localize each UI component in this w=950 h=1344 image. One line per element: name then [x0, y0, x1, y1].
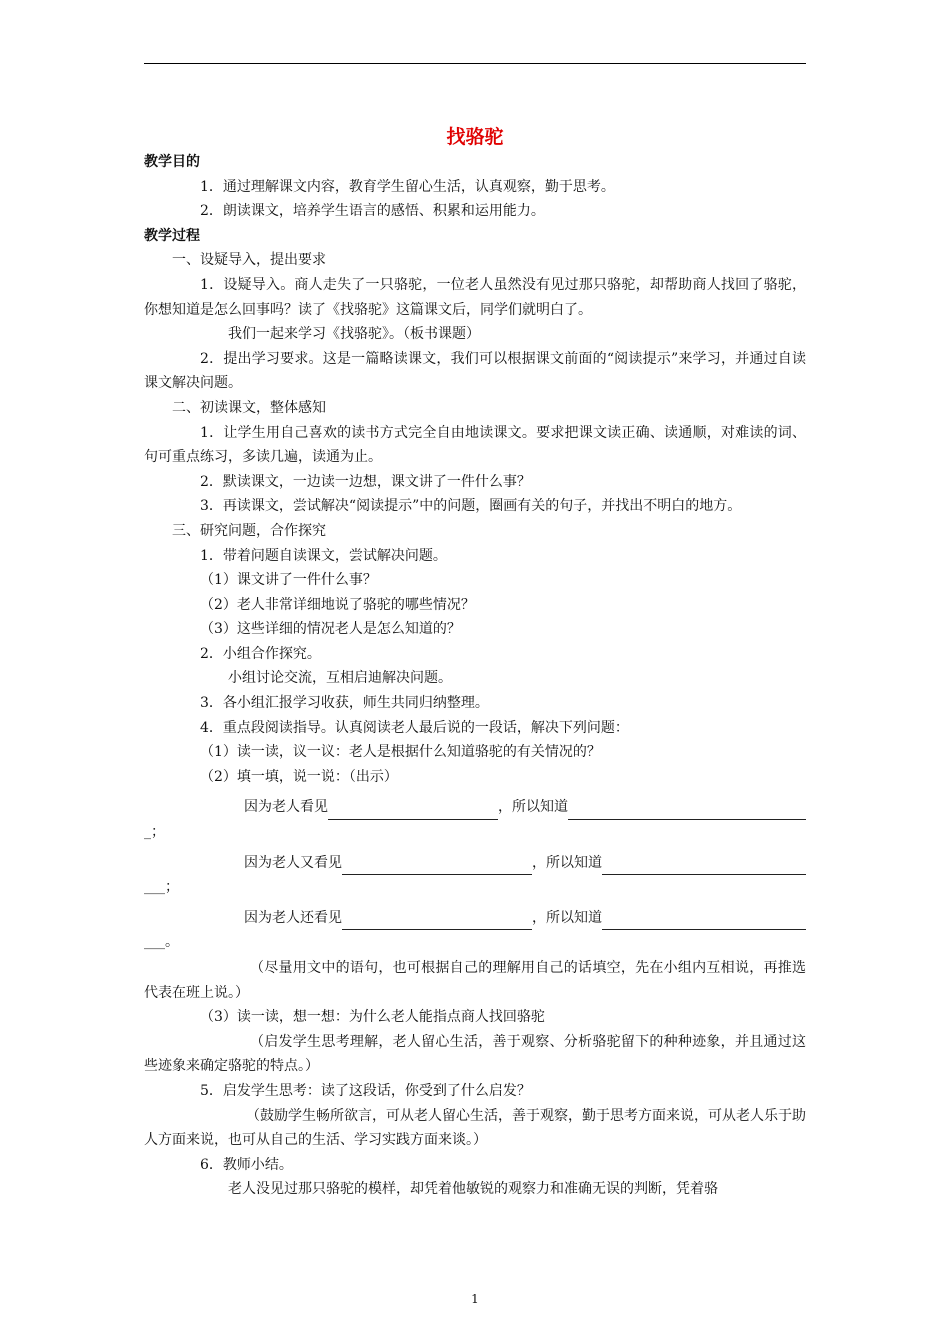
fill-blank: [602, 858, 806, 875]
paragraph: 1．让学生用自己喜欢的读书方式完全自由地读课文。要求把课文读正确、读通顺，对难读的词、句可重点练习，多读几遍，读通为止。: [144, 424, 806, 466]
fill-prefix: 因为老人还看见: [244, 909, 342, 926]
goal-item-2: 2．朗读课文，培养学生语言的感悟、积累和运用能力。: [200, 203, 545, 220]
fill-blank: [342, 858, 532, 875]
note: （启发学生思考理解，老人留心生活，善于观察、分析骆驼留下的种种迹象，并且通过这些迹象来确定骆驼的特点。）: [144, 1033, 806, 1075]
part-heading-2: 二、初读课文，整体感知: [172, 399, 326, 416]
fill-middle: ，所以知道: [532, 854, 602, 871]
list-item: 4．重点段阅读指导。认真阅读老人最后说的一段话，解决下列问题：: [200, 719, 629, 736]
question-item: （2）填一填，说一说：（出示）: [200, 768, 398, 785]
paragraph: 3．再读课文，尝试解决“阅读提示”中的问题，圈画有关的句子，并找出不明白的地方。: [200, 498, 742, 515]
goal-item-1: 1．通过理解课文内容，教育学生留心生活，认真观察，勤于思考。: [200, 178, 615, 195]
paragraph: 2．默读课文，一边读一边想，课文讲了一件什么事？: [200, 473, 531, 490]
note: （尽量用文中的语句，也可根据自己的理解用自己的话填空，先在小组内互相说，再推选代表在班上说。）: [144, 960, 806, 1001]
paragraph: 2．提出学习要求。这是一篇略读课文，我们可以根据课文前面的“阅读提示”来学习，并通过自读课文解决问题。: [144, 350, 806, 392]
document-title: 找骆驼: [446, 126, 504, 148]
question-item: （2）老人非常详细地说了骆驼的哪些情况？: [200, 596, 475, 613]
list-item: 6．教师小结。: [200, 1156, 293, 1173]
fill-middle: ，所以知道: [532, 909, 602, 926]
list-item: 1．带着问题自读课文，尝试解决问题。: [200, 547, 447, 564]
fill-in-row: [144, 795, 806, 820]
header-rule: [144, 63, 806, 64]
question-item: （1）读一读，议一议：老人是根据什么知道骆驼的有关情况的？: [200, 744, 601, 761]
fill-in-row: [144, 906, 806, 931]
question-item: （3）读一读，想一想：为什么老人能指点商人找回骆驼: [200, 1009, 545, 1026]
paragraph: 小组讨论交流，互相启迪解决问题。: [228, 670, 452, 687]
question-item: （3）这些详细的情况老人是怎么知道的？: [200, 621, 461, 638]
fill-blank: [342, 913, 532, 930]
fill-blank: [328, 803, 498, 820]
list-item: 2．小组合作探究。: [200, 645, 321, 662]
section-heading-process: 教学过程: [144, 227, 200, 244]
note: （鼓励学生畅所欲言，可从老人留心生活，善于观察，勤于思考方面来说，可从老人乐于助人方面来说，也可从自己的生活、学习实践方面来谈。）: [144, 1107, 806, 1149]
paragraph: 老人没见过那只骆驼的模样，却凭着他敏锐的观察力和准确无误的判断，凭着骆: [228, 1181, 718, 1198]
fill-blank: [602, 913, 806, 930]
paragraph: 我们一起来学习《找骆驼》。（板书课题）: [228, 326, 480, 343]
list-item: 5．启发学生思考：读了这段话，你受到了什么启发？: [200, 1082, 531, 1099]
fill-continuation: ___。: [144, 934, 179, 951]
fill-blank: [568, 803, 806, 820]
list-item: 3．各小组汇报学习收获，师生共同归纳整理。: [200, 695, 489, 712]
fill-continuation: ___；: [144, 879, 179, 896]
document-body: [144, 150, 806, 1202]
fill-middle: ，所以知道: [498, 799, 568, 816]
section-heading-goals: 教学目的: [144, 154, 200, 170]
fill-prefix: 因为老人看见: [244, 799, 328, 816]
paragraph: 1．设疑导入。商人走失了一只骆驼，一位老人虽然没有见过那只骆驼，却帮助商人找回了骆驼，你想知道是怎么回事吗？读了《找骆驼》这篇课文后，同学们就明白了。: [144, 276, 806, 318]
part-heading-3: 三、研究问题，合作探究: [172, 522, 326, 539]
fill-continuation: _；: [144, 824, 165, 841]
page-number: 1: [471, 1292, 479, 1306]
question-item: （1）课文讲了一件什么事？: [200, 572, 377, 589]
part-heading-1: 一、设疑导入，提出要求: [172, 252, 326, 269]
fill-in-row: [144, 851, 806, 876]
fill-prefix: 因为老人又看见: [244, 854, 342, 871]
